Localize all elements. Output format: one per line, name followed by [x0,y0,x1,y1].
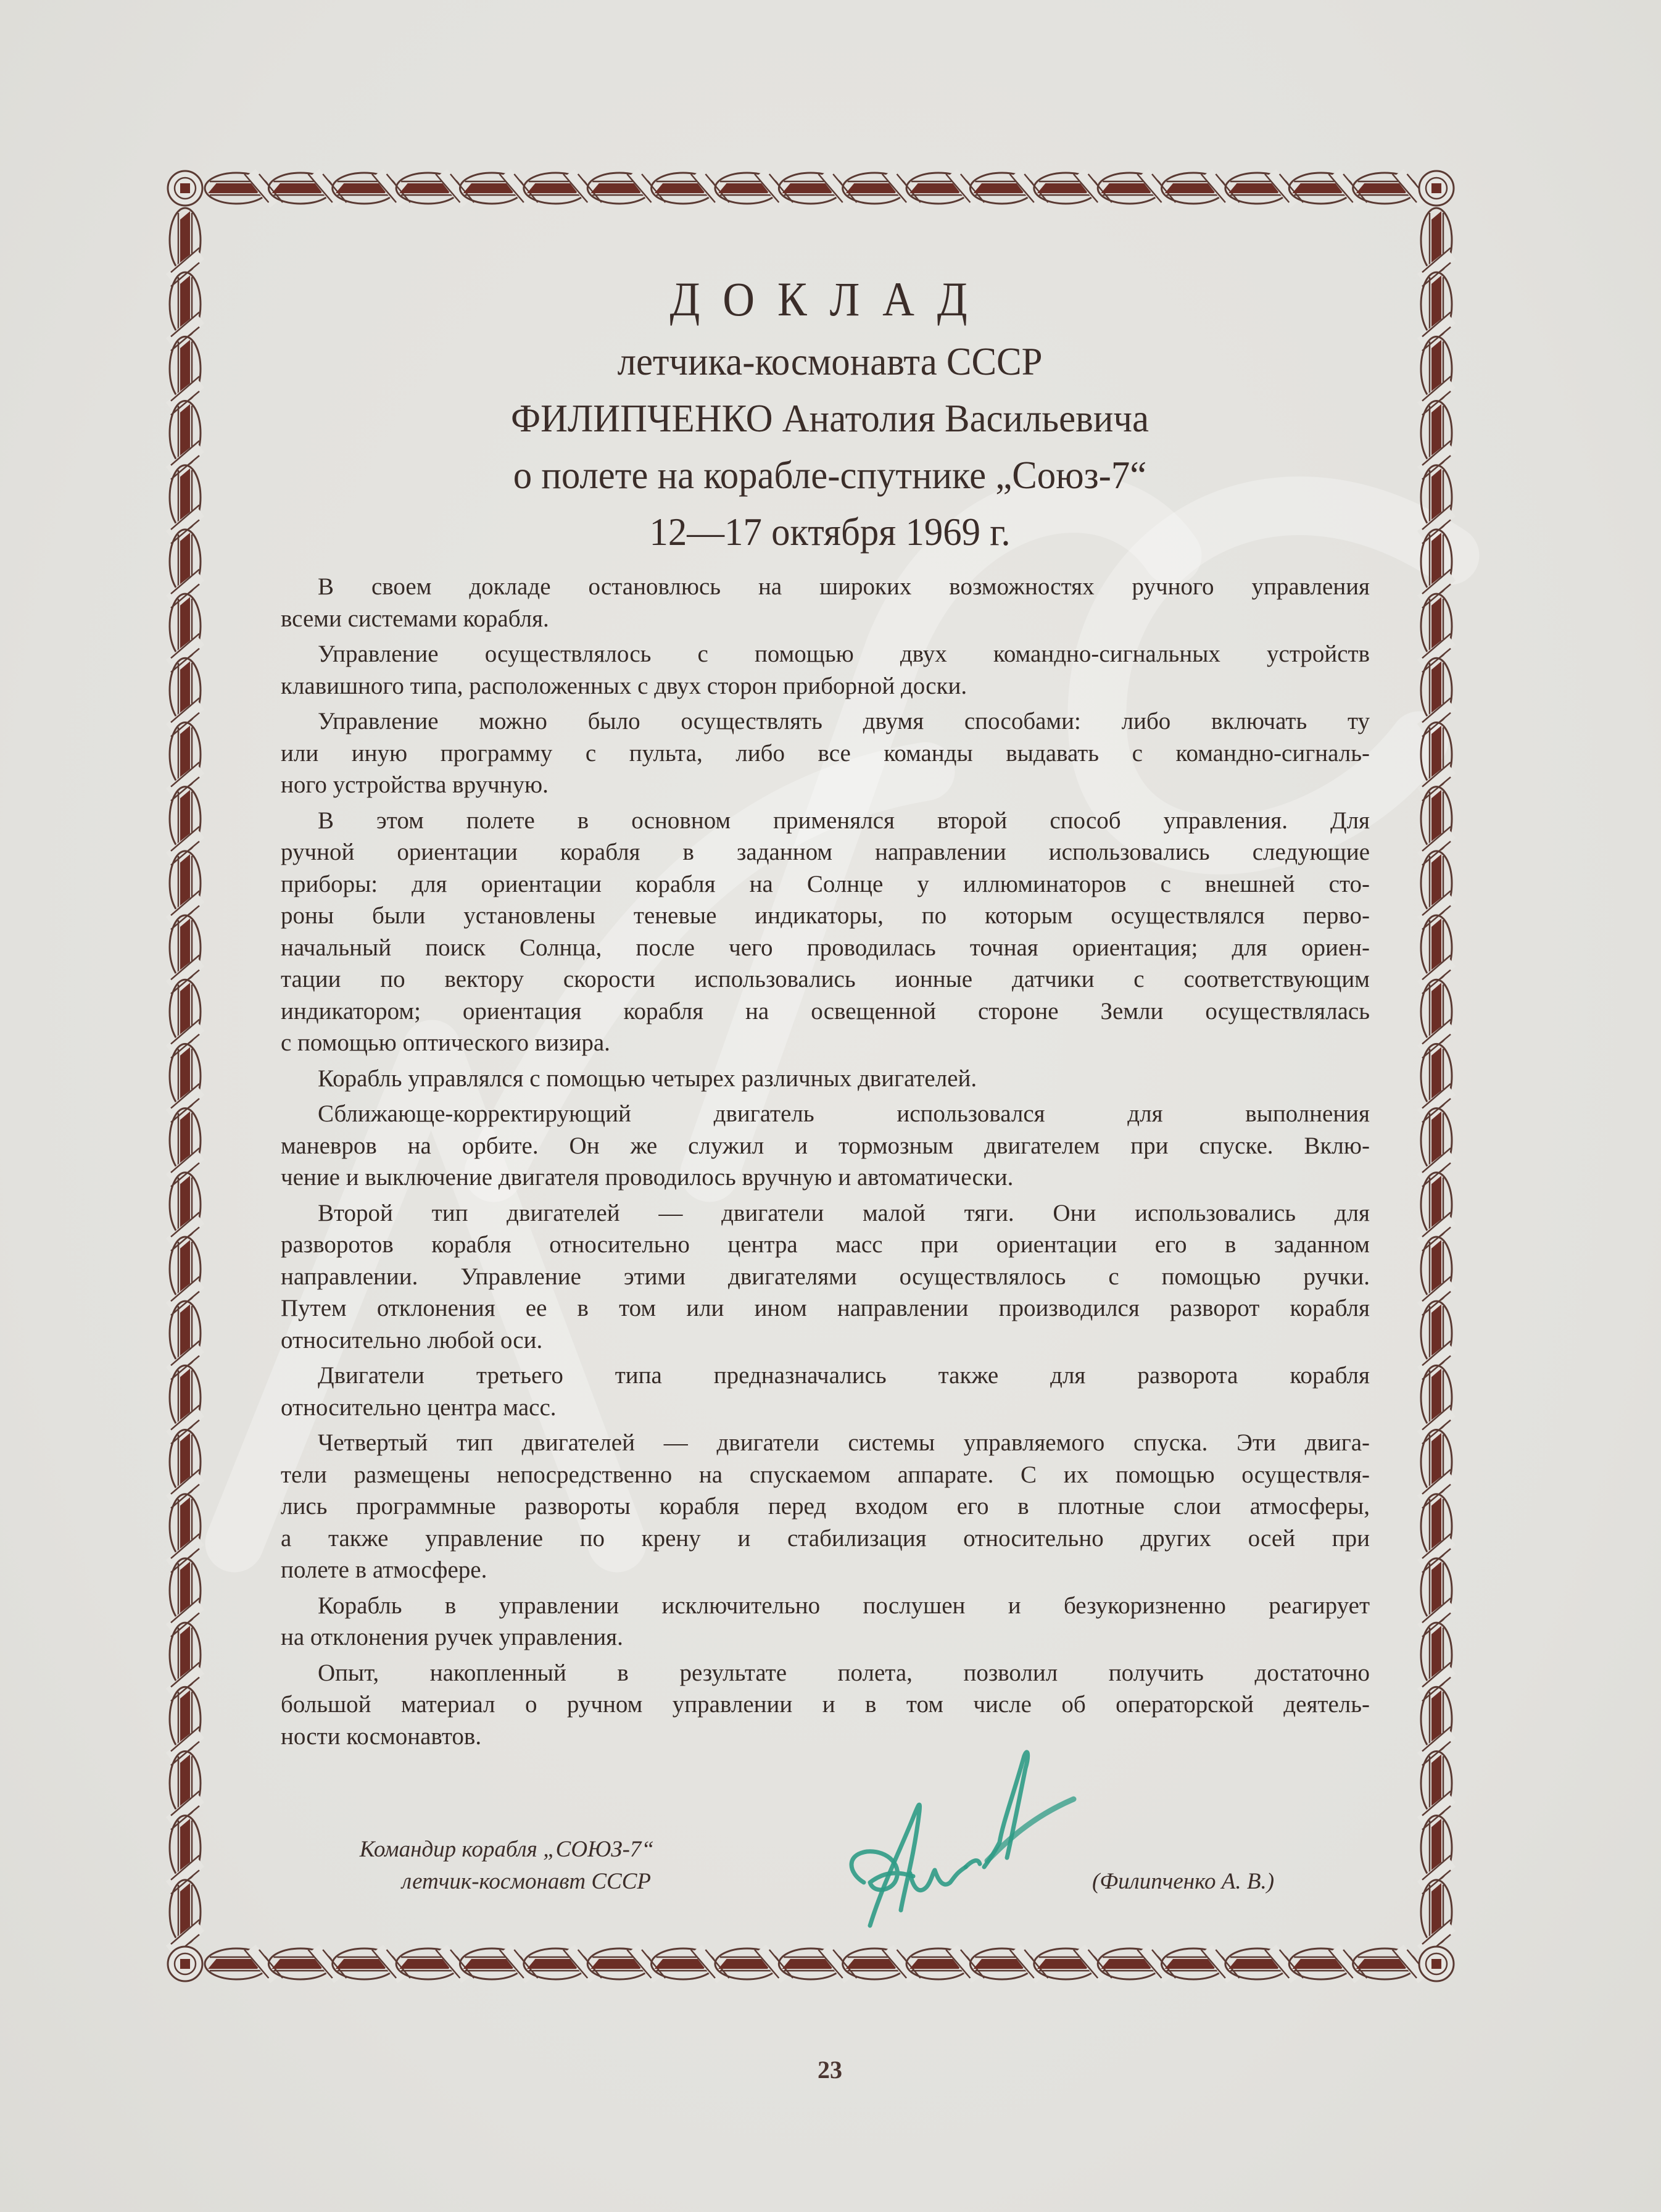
text-line: или иную программу с пульта, либо все команды выдавать с командно-сигналь- [281,739,1370,767]
text-line: Путем отклонения ее в том или ином направлении производился разворот корабля [281,1295,1370,1321]
paragraph [281,1590,1370,1653]
border-segment [205,173,283,204]
text-line: Второй тип двигателей — двигатели малой тяги. Они использовались для [318,1199,1370,1226]
subtitle-date: 12—17 октября 1969 г. [649,510,1011,554]
border-corner-knot [168,171,202,206]
border-segment [205,1948,283,1979]
text-line: ного устройства вручную. [281,771,549,798]
paragraph [281,1197,1370,1357]
page-number: 23 [818,2056,842,2084]
text-line: ности космонавтов. [281,1723,482,1750]
text-line: роны были установлены теневые индикаторы, по которым осуществлялся перво- [281,902,1370,929]
text-line: маневров на орбите. Он же служил и тормозным двигателем при спуске. Вклю- [281,1132,1370,1159]
paragraph [281,705,1370,801]
subtitle-name: ФИЛИПЧЕНКО Анатолия Васильевича [511,396,1149,440]
subtitle-rank: летчика-космонавта СССР [617,339,1043,383]
signer-role-cosmonaut: летчик-космонавт СССР [402,1869,651,1894]
document-title: ДОКЛАД [669,272,990,326]
text-line: ручной ориентации корабля в заданном направлении использовались следующие [281,839,1370,865]
text-line: Корабль управлялся с помощью четырех различных двигателей. [318,1065,977,1092]
text-line: Двигатели третьего типа предназначались также для разворота корабля [318,1362,1370,1389]
border-segment [170,208,201,286]
report-body [281,571,1370,1756]
paragraph [281,1427,1370,1586]
text-line: приборы: для ориентации корабля на Солнце у иллюминаторов с внешней сто- [281,870,1370,897]
paragraph [281,571,1370,634]
title-block [222,272,1438,560]
text-line: Корабль в управлении исключительно послушен и безукоризненно реагирует [318,1592,1370,1619]
paragraph [281,1360,1370,1423]
text-line: полете в атмосфере. [281,1557,487,1583]
text-line: Управление осуществлялось с помощью двух командно-сигнальных устройств [318,641,1370,667]
text-line: а также управление по крену и стабилизация относительно других осей при [281,1524,1370,1552]
text-line: относительно любой оси. [281,1326,543,1353]
paragraph [281,638,1370,702]
text-line: Четвертый тип двигателей — двигатели системы управляемого спуска. Эти двига- [318,1429,1370,1456]
subtitle-flight: о полете на корабле-спутнике „Союз-7“ [513,453,1147,497]
text-line: Опыт, накопленный в результате полета, позволил получить достаточно [318,1659,1370,1686]
paragraph [281,805,1370,1059]
text-line: индикатором; ориентация корабля на освещенной стороне Земли осуществлялась [281,997,1370,1025]
signer-role-commander: Командир корабля „СОЮЗ-7“ [359,1837,654,1862]
text-line: с помощью оптического визира. [281,1029,610,1056]
text-line: Управление можно было осуществлять двумя способами: либо включать ту [318,708,1370,734]
paragraph [281,1657,1370,1753]
text-line: клавишного типа, расположенных с двух сторон приборной доски. [281,672,967,699]
text-line: большой материал о ручном управлении и в том числе об операторской деятель- [281,1691,1370,1718]
text-line: Сближающе-корректирующий двигатель использовался для выполнения [318,1100,1370,1127]
text-line: всеми системами корабля. [281,605,549,632]
paragraph [281,1098,1370,1194]
text-line: чение и выключение двигателя проводилось вручную и автоматически. [281,1164,1014,1191]
text-line: начальный поиск Солнца, после чего проводилась точная ориентация; для ориен- [281,934,1370,961]
border-corner-knot [1419,1947,1454,1981]
text-line: относительно центра масс. [281,1394,557,1421]
border-corner-knot [168,1947,202,1981]
text-line: тации по вектору скорости использовались ионные датчики с соответствующим [281,966,1370,992]
text-line: на отклонения ручек управления. [281,1624,623,1650]
text-line: В этом полете в основном применялся второй способ управления. Для [318,807,1370,834]
text-line: В своем докладе остановлюсь на широких возможностях ручного управления [318,573,1370,600]
signer-name: (Филипченко А. В.) [1092,1869,1275,1894]
text-line: разворотов корабля относительно центра масс при ориентации его в заданном [281,1231,1370,1258]
text-line: лись программные развороты корабля перед входом его в плотные слои атмосферы, [281,1493,1370,1520]
handwritten-signature [845,1750,1166,1929]
text-line: тели размещены непосредственно на спускаемом аппарате. С их помощью осуществля- [281,1461,1370,1488]
text-line: направлении. Управление этими двигателями осуществлялось с помощью ручки. [281,1263,1370,1290]
border-corner-knot [1419,171,1454,206]
paragraph [281,1063,1370,1095]
